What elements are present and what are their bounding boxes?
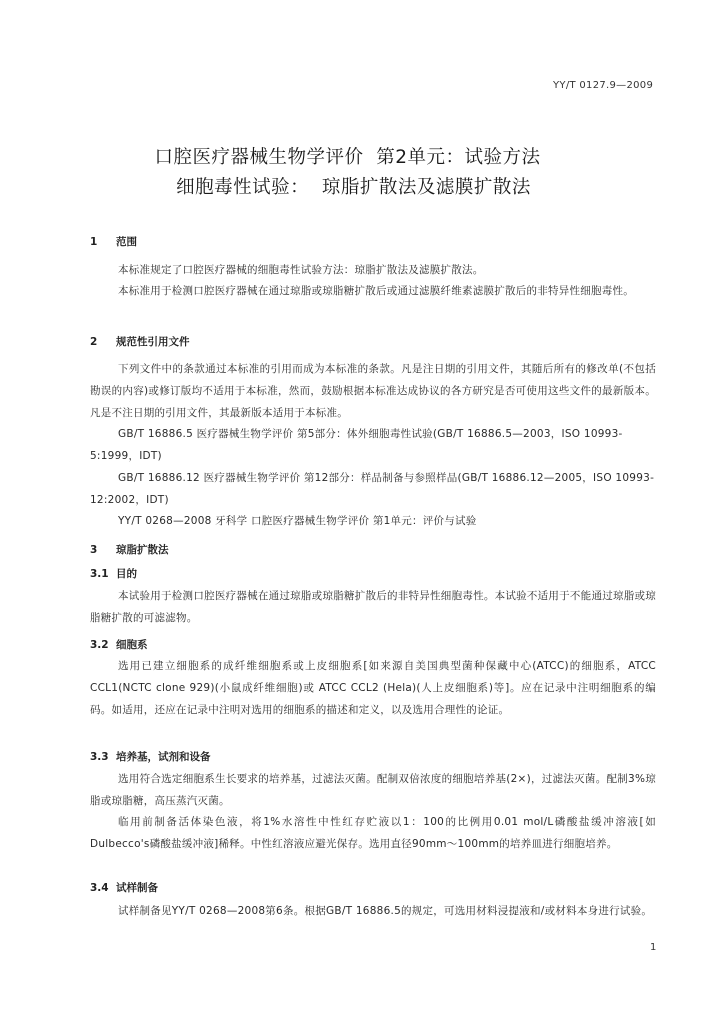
section-2-heading — [90, 334, 190, 349]
reference-yy-t-0268 — [90, 511, 656, 533]
section-number: 3.4 — [90, 882, 109, 894]
section-number: 3.1 — [90, 568, 109, 580]
reference-gb-t-16886-12 — [90, 468, 656, 512]
section-title: 范围 — [116, 236, 137, 248]
reference-text: YY/T 0268—2008 牙科学 口腔医疗器械生物学评价 第1单元：评价与试验 — [118, 515, 477, 527]
section-3-2-paragraph-1: 选用已建立细胞系的成纤维细胞系或上皮细胞系[如来源自美国典型菌种保藏中心(ATCC)的细胞系，ATCC CCL1(NCTC clone 929)(小鼠成纤维细胞)或 ATCC CCL2 (Hela)(人上皮细胞系)等]。应在记录中注明细胞系的编码。如适用，还应在记录中注明对选用的细胞系的描述和定义，以及选用合理性的论证。 — [90, 660, 656, 716]
section-3-1-paragraph-1: 本试验用于检测口腔医疗器械在通过琼脂或琼脂糖扩散后的非特异性细胞毒性。本试验不适用于不能通过琼脂或琼脂糖扩散的可滤滤物。 — [90, 590, 656, 624]
section-title: 试样制备 — [116, 882, 158, 894]
document-title-line-2: 细胞毒性试验： 琼脂扩散法及滤膜扩散法 — [176, 177, 531, 198]
section-number: 2 — [90, 336, 98, 348]
section-3-4-paragraph-1: 试样制备见YY/T 0268—2008第6条。根据GB/T 16886.5的规定，可选用材料浸提液和/或材料本身进行试验。 — [118, 905, 653, 917]
section-1-paragraph-2: 本标准用于检测口腔医疗器械在通过琼脂或琼脂糖扩散后或通过滤膜纤维素滤膜扩散后的非特异性细胞毒性。 — [118, 285, 634, 297]
section-3-3-paragraph-2: 临用前制备活体染色液，将1%水溶性中性红存贮液以1：100的比例用0.01 mol/L磷酸盐缓冲溶液[如Dulbecco's磷酸盐缓冲液]稀释。中性红溶液应避光保存。选用直径90mm～100mm的培养皿进行细胞培养。 — [90, 816, 656, 850]
section-3-1-heading — [90, 566, 137, 581]
section-3-2-heading — [90, 637, 148, 652]
document-title-line-1: 口腔医疗器械生物学评价 第2单元：试验方法 — [154, 147, 541, 168]
section-3-3-paragraph-1: 选用符合选定细胞系生长要求的培养基，过滤法灭菌。配制双倍浓度的细胞培养基(2×)，过滤法灭菌。配制3%琼脂或琼脂糖，高压蒸汽灭菌。 — [90, 773, 656, 807]
section-3-heading — [90, 542, 169, 557]
section-2-paragraph-1: 下列文件中的条款通过本标准的引用而成为本标准的条款。凡是注日期的引用文件，其随后所有的修改单(不包括勘误的内容)或修订版均不适用于本标准，然而，鼓励根据本标准达成协议的各方研究是否可使用这些文件的最新版本。凡是不注日期的引用文件，其最新版本适用于本标准。 — [90, 363, 656, 419]
section-3-4-heading — [90, 880, 158, 895]
section-title: 培养基，试剂和设备 — [116, 751, 211, 763]
section-1-heading — [90, 234, 137, 249]
section-1-paragraph-1: 本标准规定了口腔医疗器械的细胞毒性试验方法：琼脂扩散法及滤膜扩散法。 — [118, 264, 484, 276]
reference-text: GB/T 16886.12 医疗器械生物学评价 第12部分：样品制备与参照样品(GB/T 16886.12—2005，ISO 10993-12:2002，IDT) — [90, 472, 655, 506]
standard-number: YY/T 0127.9—2009 — [553, 80, 654, 91]
reference-text: GB/T 16886.5 医疗器械生物学评价 第5部分：体外细胞毒性试验(GB/T 16886.5—2003，ISO 10993-5:1999，IDT) — [90, 428, 623, 462]
section-number: 3 — [90, 544, 98, 556]
section-3-3-heading — [90, 749, 211, 764]
reference-gb-t-16886-5 — [90, 424, 656, 468]
section-number: 1 — [90, 236, 98, 248]
section-title: 琼脂扩散法 — [116, 544, 169, 556]
section-number: 3.2 — [90, 639, 109, 651]
section-title: 目的 — [116, 568, 137, 580]
section-number: 3.3 — [90, 751, 109, 763]
page-number: 1 — [650, 942, 657, 953]
section-title: 细胞系 — [116, 639, 148, 651]
section-title: 规范性引用文件 — [116, 336, 190, 348]
